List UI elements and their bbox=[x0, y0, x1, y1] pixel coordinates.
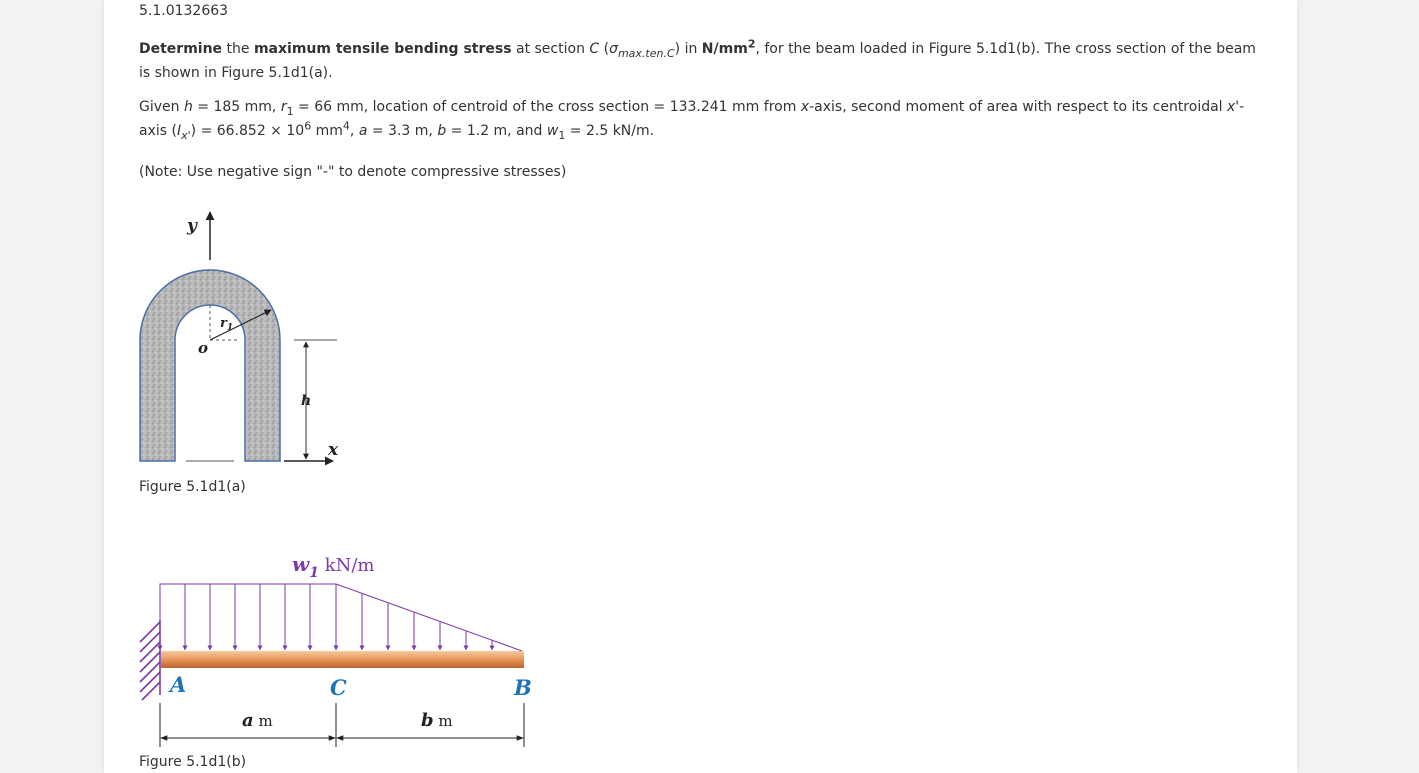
var-w-sub: 1 bbox=[558, 128, 566, 142]
figure-a-caption: Figure 5.1d1(a) bbox=[139, 479, 246, 495]
question-id: 5.1.0132663 bbox=[139, 3, 229, 19]
text-at-section: at section bbox=[511, 41, 590, 57]
text-w: = 2.5 kN/m. bbox=[565, 123, 655, 139]
text-a: = 3.3 m, bbox=[367, 123, 438, 139]
text-the: the bbox=[222, 41, 254, 57]
var-I: I bbox=[176, 123, 182, 139]
text-mm: mm bbox=[311, 123, 343, 139]
var-mm-sup: 4 bbox=[342, 119, 350, 133]
text-r: = 66 mm, location of centroid of the cross section = 133.241 mm from bbox=[293, 99, 801, 115]
beam-body bbox=[161, 651, 524, 668]
radius-label: $r_1$ bbox=[220, 316, 234, 333]
figure-b-caption: Figure 5.1d1(b) bbox=[139, 754, 247, 770]
dim-a-label: a m bbox=[242, 710, 273, 731]
load-outline bbox=[160, 584, 522, 651]
text-b: = 1.2 m, and bbox=[446, 123, 547, 139]
x-axis-label: x bbox=[328, 440, 339, 460]
y-axis-label: y bbox=[187, 216, 197, 236]
emphasis-max-stress: maximum tensile bending stress bbox=[253, 41, 512, 57]
u-section-shape bbox=[140, 270, 280, 461]
text-I: ) = 66.852 × 10 bbox=[190, 123, 305, 139]
dim-b-label: b m bbox=[421, 710, 453, 731]
text-axis2: -axis ( bbox=[139, 99, 1245, 139]
question-page bbox=[104, 0, 1297, 773]
load-label: $w_1$ kN/m bbox=[292, 552, 375, 581]
var-r: r bbox=[280, 99, 287, 115]
var-x: x bbox=[800, 99, 810, 115]
text-sep: , bbox=[349, 123, 359, 139]
var-C: C bbox=[589, 41, 600, 57]
var-xp: x' bbox=[1227, 99, 1240, 115]
h-label: h bbox=[301, 393, 312, 409]
figure-b-beam bbox=[134, 545, 544, 755]
var-r-sub: 1 bbox=[286, 104, 294, 118]
origin-label: o bbox=[198, 339, 209, 357]
given-data bbox=[139, 95, 1269, 143]
point-A-label: A bbox=[170, 672, 187, 697]
emphasis-determine: Determine bbox=[139, 41, 223, 57]
var-b: b bbox=[437, 123, 447, 139]
var-a: a bbox=[358, 123, 368, 139]
sign-note: (Note: Use negative sign "-" to denote compressive stresses) bbox=[139, 164, 567, 180]
var-sigma-subscript: max.ten.C bbox=[617, 46, 675, 60]
text-rest: , for the beam loaded in Figure 5.1d1(b). The cross section of the beam is shown in Figure 5.1d1(a). bbox=[139, 41, 1256, 81]
unit-sup: 2 bbox=[747, 37, 756, 51]
point-B-label: B bbox=[514, 675, 532, 700]
var-I-sub: x' bbox=[181, 128, 191, 142]
var-w: w bbox=[546, 123, 559, 139]
text-axis: -axis, second moment of area with respect to its centroidal bbox=[809, 99, 1228, 115]
unit-nmm: N/mm bbox=[701, 41, 748, 57]
var-h: h bbox=[183, 99, 193, 115]
var-exp: 6 bbox=[304, 119, 312, 133]
text-given: Given bbox=[139, 99, 184, 115]
fixed-support bbox=[140, 620, 160, 700]
load-arrows bbox=[160, 584, 492, 650]
text-paren: ( bbox=[599, 41, 610, 57]
question-statement bbox=[139, 37, 1269, 85]
figure-a-cross-section bbox=[134, 200, 354, 475]
text-h: = 185 mm, bbox=[192, 99, 281, 115]
point-C-label: C bbox=[330, 675, 347, 700]
var-sigma: σ bbox=[609, 41, 618, 57]
text-in: ) in bbox=[674, 41, 702, 57]
